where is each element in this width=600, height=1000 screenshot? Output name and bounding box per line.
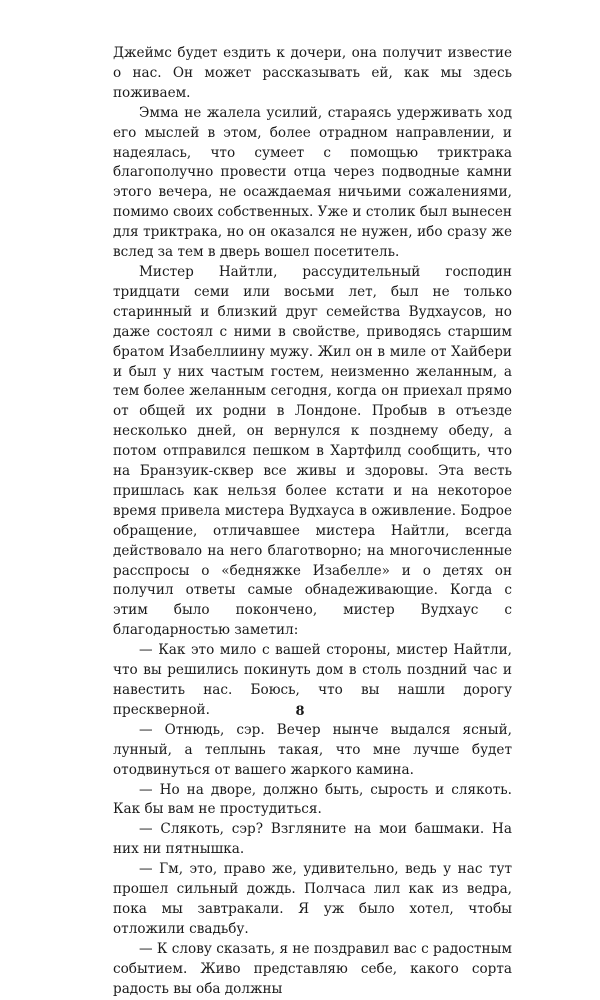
dialogue-3: — Но на дворе, должно быть, сырость и слякоть. Как бы вам не простудиться. bbox=[113, 781, 512, 818]
page-number: 8 bbox=[295, 704, 305, 719]
dialogue-6: — К слову сказать, я не поздравил вас с радостным событием. Живо представляю себе, какого сорта радость вы оба должны bbox=[113, 940, 512, 997]
paragraph-2: Эмма не жалела усилий, стараясь удерживать ход его мыслей в этом, более отрадном направлении, и надеялась, что сумеет с помощью триктрака благополучно провести отца через подводные камни этого вечера, не осаждаемая ничьими сожалениями, помимо своих собственных. Уже и столик был вынесен для триктрака, но он оказался не нужен, ибо сразу же вслед за тем в дверь вошел посетитель. bbox=[113, 104, 512, 261]
dialogue-2: — Отнюдь, сэр. Вечер нынче выдался ясный, лунный, а теплынь такая, что мне лучше будет отодвинуться от вашего жаркого камина. bbox=[113, 721, 512, 778]
paragraph-3: Мистер Найтли, рассудительный господин тридцати семи или восьми лет, был не только старинный и близкий друг семейства Вудхаусов, но даже состоял с ними в свойстве, приводясь старшим братом Изабеллиину мужу. Жил он в миле от Хайбери и был у них частым гостем, неизменно желанным, а тем более желанным сегодня, когда он приехал прямо от общей их родни в Лондоне. Пробыв в отъезде несколько дней, он вернулся к позднему обеду, а потом отправился пешком в Хартфилд сообщить, что на Бранзуик-сквер все живы и здоровы. Эта весть пришлась как нельзя более кстати и на некоторое время привела мистера Вудхауса в оживление. Бодрое обращение, отличавшее мистера Найтли, всегда действовало на него благотворно; на многочисленные расспросы о «бедняжке Изабелле» и о детях он получил ответы самые обнадеживающие. Когда с этим было покончено, мистер Вудхаус с благодарностью заметил: bbox=[113, 263, 512, 639]
dialogue-5: — Гм, это, право же, удивительно, ведь у нас тут прошел сильный дождь. Полчаса лил как из ведра, пока мы завтракали. Я уж было хотел, чтобы отложили свадьбу. bbox=[113, 861, 512, 937]
paragraph-1: Джеймс будет ездить к дочери, она получит известие о нас. Он может рассказывать ей, как мы здесь поживаем. bbox=[113, 45, 512, 101]
body-text bbox=[113, 44, 512, 1000]
dialogue-4: — Слякоть, сэр? Взгляните на мои башмаки. На них ни пятнышка. bbox=[113, 821, 512, 858]
dialogue-1: — Как это мило с вашей стороны, мистер Найтли, что вы решились покинуть дом в столь поздний час и навестить нас. Боюсь, что вы нашли дорогу прескверной. bbox=[113, 642, 512, 718]
